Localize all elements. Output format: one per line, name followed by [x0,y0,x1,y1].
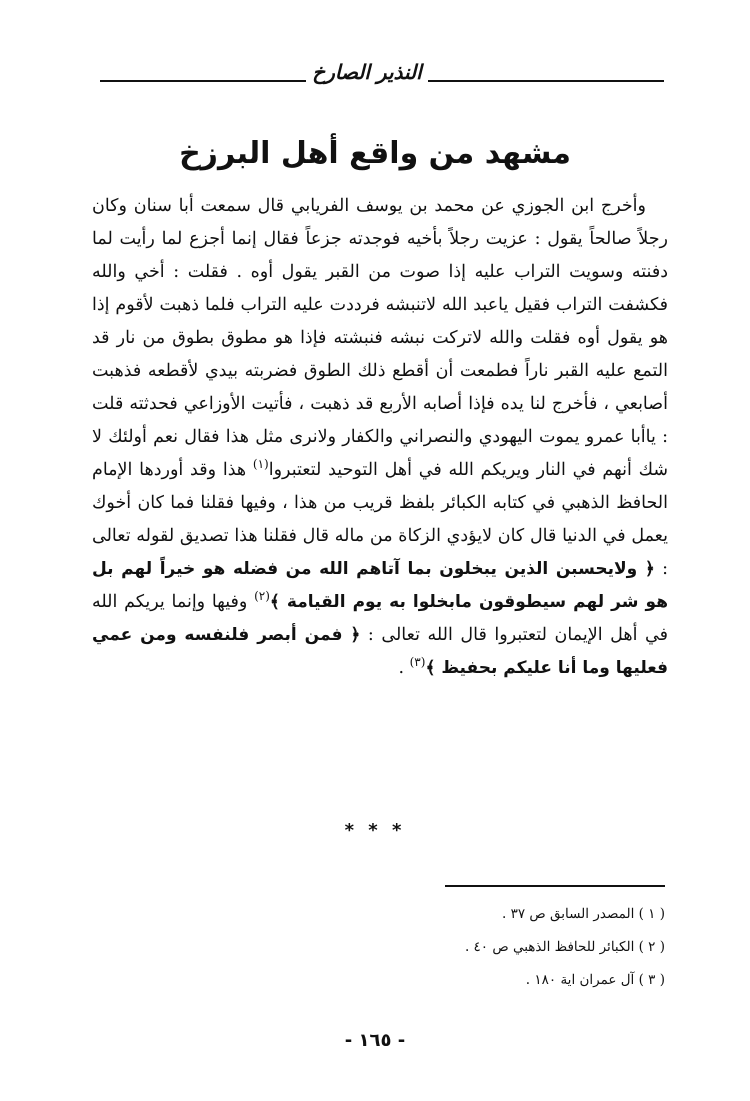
paragraph [92,190,668,685]
footnote-2: ( ٢ ) الكبائر للحافظ الذهبي ص ٤٠ . [464,939,665,955]
text-run: وفيها وإنما يريكم الله في أهل الإيمان لتعتبروا قال الله تعالى : [92,592,668,645]
main-text [92,190,668,685]
footnote-ref-1: (١) [252,457,269,472]
running-title: النذير الصارخ [312,60,422,84]
text-run: هذا وقد أوردها الإمام الحافظ الذهبي في كتابه الكبائر بلفظ قريب من هذا ، وفيها فقلنا فما كان أخوك يعمل في الدنيا قال كان لايؤدي الزكاة من ماله قال فقلنا هذا تصديق لقوله تعالى : [92,460,668,579]
footnotes [265,898,665,997]
end-mark: . [398,658,405,678]
quran-quote-2: ﴿ فمن أبصر فلنفسه ومن عمي فعليها وما أنا عليكم بحفيظ ﴾ [92,625,668,678]
footnote-1: ( ١ ) المصدر السابق ص ٣٧ . [502,906,665,922]
section-separator: * * * [344,820,406,841]
footnote-ref-2: (٢) [254,589,270,604]
text-run: وأخرج ابن الجوزي عن محمد بن يوسف الفريابي قال سمعت أبا سنان وكان رجلاً صالحاً يقول : عزيت رجلاً بأخيه فوجدته جزعاً فقال إنما أجزع لما رأيت لما دفنته وسويت التراب عليه إذا صوت من القبر يقول أوه . فقلت : أخي والله فكشفت التراب فقيل ياعبد الله لاتنبشه فرددت عليه التراب فلما ذهبت لأقوم إذا هو يقول أوه فقلت والله لاتركت نبشه فنبشته فإذا هو مطوق بطوق من نار قد التمع عليه القبر ناراً فطمعت أن أقطع ذلك الطوق فضربته بيدي لأقطعه فذهبت أصابعي ، فأخرج لنا يده فإذا أصابه الأربع قد ذهبت ، فأتيت الأوزاعي فحدثته قلت : ياأبا عمرو يموت اليهودي والنصراني والكفار ولانرى مثل هذا فقال نعم أولئك لا شك أنهم في النار ويريكم الله في أهل التوحيد لتعتبروا [92,196,669,480]
footnote-ref-3: (٣) [409,655,426,670]
page-number: - ١٦٥ - [344,1030,406,1051]
footnote-3: ( ٣ ) آل عمران اية ١٨٠ . [525,972,665,988]
footnote-rule [445,885,665,887]
quran-quote-1: ﴿ ولايحسبن الذين يبخلون بما آتاهم الله من فضله هو خيراً لهم بل هو شر لهم سيطوقون مابخلوا به يوم القيامة ﴾ [92,559,668,612]
running-header [100,58,664,98]
header-rule-right [428,80,664,82]
section-title: مشهد من واقع أهل البرزخ [179,136,571,171]
header-rule-left [100,80,306,82]
